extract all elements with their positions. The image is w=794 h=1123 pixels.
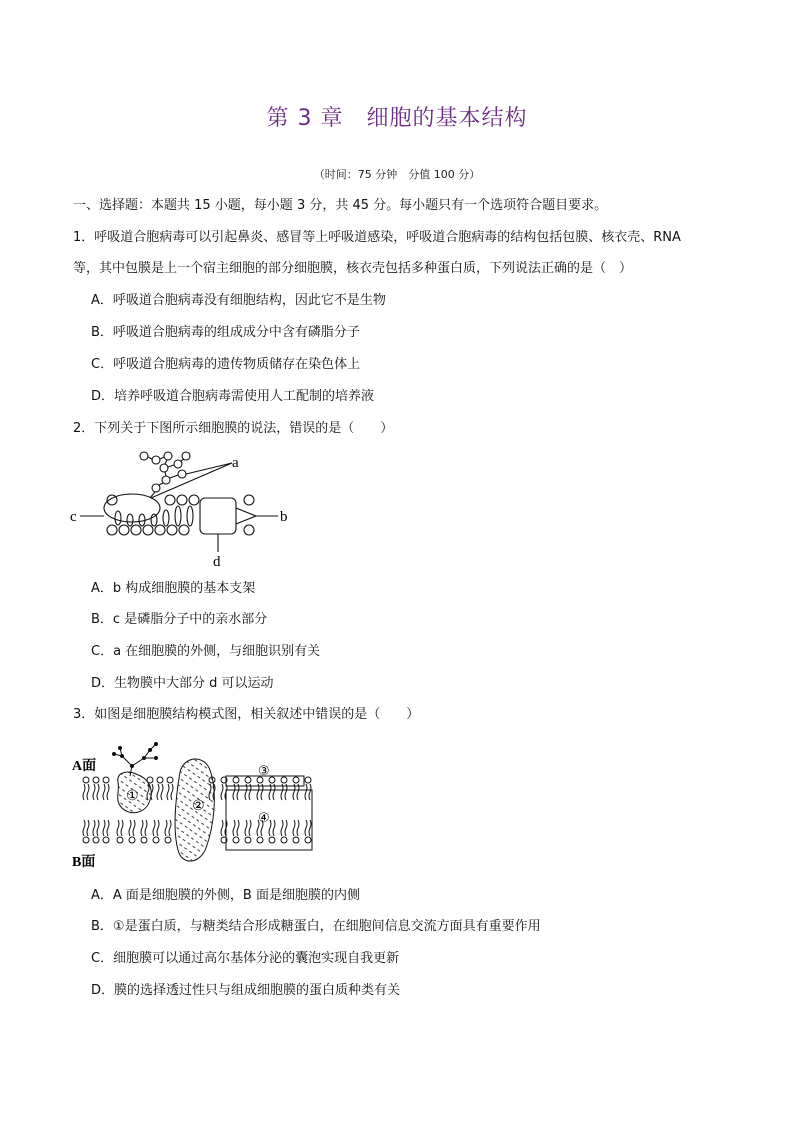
question-1-option-a[interactable]: A．呼吸道合胞病毒没有细胞结构，因此它不是生物 [91,293,386,308]
question-3-option-c[interactable]: C．细胞膜可以通过高尔基体分泌的囊泡实现自我更新 [91,951,400,966]
page-title: 第 3 章 细胞的基本结构 [266,106,528,131]
question-3-option-d[interactable]: D．膜的选择透过性只与组成细胞膜的蛋白质种类有关 [91,983,401,998]
membrane-diagram-1 [66,448,306,570]
question-1-option-b[interactable]: B．呼吸道合胞病毒的组成成分中含有磷脂分子 [91,325,360,340]
label-4: ④ [258,811,270,826]
question-1-option-c[interactable]: C．呼吸道合胞病毒的遗传物质储存在染色体上 [91,357,361,372]
question-1-option-d[interactable]: D．培养呼吸道合胞病毒需使用人工配制的培养液 [91,389,375,404]
label-d: d [213,554,221,570]
question-3-stem: 3．如图是细胞膜结构模式图，相关叙述中错误的是（ ） [73,707,420,722]
question-2-option-c[interactable]: C．a 在细胞膜的外侧，与细胞识别有关 [91,644,321,659]
label-2: ② [192,798,205,814]
label-side-b: B面 [72,855,96,870]
question-2-stem: 2．下列关于下图所示细胞膜的说法，错误的是（ ） [73,421,394,436]
question-3-option-a[interactable]: A．A 面是细胞膜的外侧，B 面是细胞膜的内侧 [91,888,360,903]
question-1-stem-line1: 1．呼吸道合胞病毒可以引起鼻炎、感冒等上呼吸道感染，呼吸道合胞病毒的结构包括包膜、核衣壳、RNA [73,230,681,245]
question-2-option-d[interactable]: D．生物膜中大部分 d 可以运动 [91,676,274,691]
membrane-diagram-2 [72,736,322,870]
label-1: ① [126,788,139,804]
label-3: ③ [258,764,270,779]
question-2-option-a[interactable]: A．b 构成细胞膜的基本支架 [91,581,256,596]
label-a: a [232,455,239,471]
question-2-option-b[interactable]: B．c 是磷脂分子中的亲水部分 [91,612,268,627]
label-b: b [280,509,288,525]
question-1-stem-line2: 等，其中包膜是上一个宿主细胞的部分细胞膜，核衣壳包括多种蛋白质，下列说法正确的是（ ） [73,261,633,276]
label-c: c [70,509,77,525]
label-side-a: A面 [72,759,97,774]
exam-info: （时间：75 分钟 分值 100 分） [313,168,481,181]
section-instructions: 一、选择题：本题共 15 小题，每小题 3 分，共 45 分。每小题只有一个选项符合题目要求。 [73,198,608,213]
question-3-option-b[interactable]: B．①是蛋白质，与糖类结合形成糖蛋白，在细胞间信息交流方面具有重要作用 [91,919,541,934]
